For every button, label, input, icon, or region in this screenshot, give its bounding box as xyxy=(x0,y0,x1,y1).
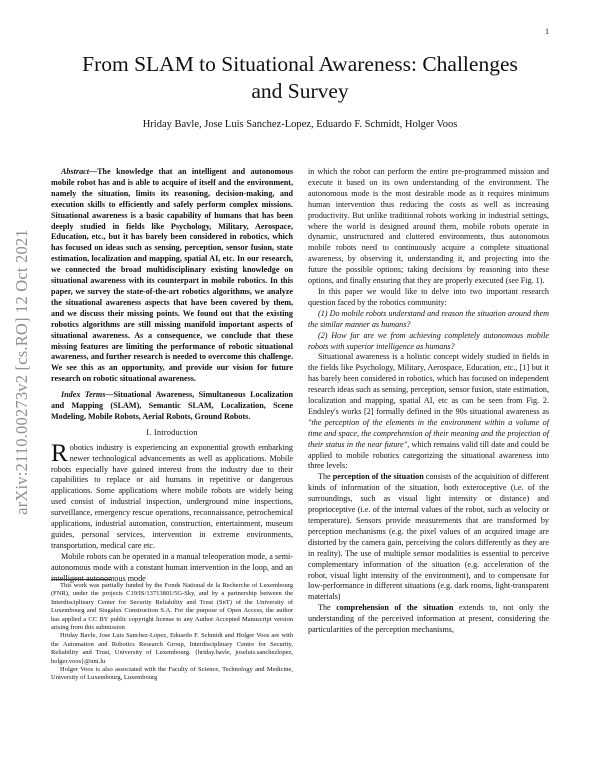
intro-paragraph-1-text: obotics industry is experiencing an exponential growth embarking newer technological advancements as well as applications. Mobile robots especially have gained interest from the industry due to their capabilities to replace or aid humans in repetitive or dangerous applications. Some applications where mobile robots are widely being used consist of industrial inspection, underground mine inspections, surveillance, emergency rescue operations, reconnaissance, petrochemical applications, industrial automation, construction, entertainment, museum guides, personal services, intervention in extreme environments, transportation, medical care etc. xyxy=(51,442,293,550)
title-line-2: and Survey xyxy=(251,79,349,103)
index-terms-label: Index Terms xyxy=(61,390,106,400)
left-column xyxy=(51,167,293,585)
paper-authors: Hriday Bavle, Jose Luis Sanchez-Lopez, Eduardo F. Schmidt, Holger Voos xyxy=(142,119,458,130)
perception-lead: The xyxy=(318,472,333,482)
abstract-text: —The knowledge that an intelligent and autonomous mobile robot has and is able to acquire of itself and the environment, namely the situation, limits its reasoning, decision-making, and execution skills to efficiently and safely perform complex missions. Situational awareness is a basic capability of humans that has been deeply studied in fields like Psychology, Military, Aerospace, Education, etc., but it has barely been considered in robotics, which has focused on ideas such as sensing, perception, sensor fusion, state estimation, localization and mapping, spatial AI, etc. In our research, we connected the broad multidisciplinary existing knowledge on situational awareness with its counterpart in mobile robotics. In this paper, we survey the state-of-the-art robotics algorithms, we analyze the situational awareness aspects that have been covered by them, and we discuss their missing points. We found out that the existing robotics algorithms are still missing manifold important aspects of situational awareness. As a consequence, we conclude that these missing features are limiting the performance of robotic situational awareness, and further research is needed to overcome this challenge. We see this as an opportunity, and provide our vision for future research on robotic situational awareness. xyxy=(51,167,293,384)
right-paragraph-3-end: , which remains valid till date and could be applied to mobile robotics categorizing the situational awareness into three levels: xyxy=(308,439,549,471)
right-column xyxy=(308,167,549,636)
index-terms xyxy=(51,390,293,423)
perception-text: consists of the acquisition of different kinds of information of the situation, both exteroceptive (i.e. of the surroundings, such as visual light intensity or distance) and proprioceptive (i.e. of the internal values of the robot, such as velocity or temperature). Sensors provide measurements that are transformed by perception mechanisms (e.g. the pixel values of an acquired image are distorted by the camera gain, perceiving the colors differently as they are in reality). The use of multiple sensor modalities is essential to perceive complementary information of the situation (e.g. acceleration of the robot, visual light intensity of the environment), and to compensate for low-performance in different situations (e.g. dark rooms, light-transparent materials) xyxy=(308,472,549,602)
section-heading-introduction: I. Introduction xyxy=(146,427,198,437)
comprehension-text: extends to, not only the understanding of the perceived information at present, considering the particularities of the perception mechanisms, xyxy=(308,603,549,635)
abstract xyxy=(51,167,293,385)
abstract-label: Abstract xyxy=(61,167,89,176)
drop-cap: R xyxy=(51,439,68,467)
perception-paragraph xyxy=(308,472,549,603)
arxiv-stamp-text: arXiv:2110.00273v2 [cs.RO] 12 Oct 2021 xyxy=(12,229,31,515)
footnote-funding: This work was partially funded by the Fonds National de la Recherche of Luxembourg (FNR), under the projects C19/IS/13713801/5G-Sky, and by a partnership between the Interdisciplinary Center for Security Reliability and Trust (SnT) of the University of Luxembourg and Stugalux Construction S.A. For the purpose of Open Access, the author has applied a CC BY public copyright license to any Author Accepted Manuscript version arising from this submission xyxy=(51,582,293,632)
footnote-association: Holger Voos is also associated with the Faculty of Science, Technology and Medicine, University of Luxembourg, Luxembourg xyxy=(51,666,293,682)
intro-paragraph-2: Mobile robots can be operated in a manual teleoperation mode, a semi-autonomous mode with a constant human intervention in the loop, and an intelligent autonomous mode xyxy=(51,551,293,583)
comprehension-paragraph xyxy=(308,603,549,636)
right-paragraph-3-start: Situational awareness is a holistic concept widely studied in fields in the fields like Psychology, Military, Aerospace, Education, etc., [1] but it has barely been considered in robotics, which has focused on independent research ideas such as sensing, perception, sensor fusion, state estimation, localization and mapping, spatial AI, etc as can be seen from Fig. 2. Endsley's works [2] formally defined in the 90s situational awareness as xyxy=(308,352,549,416)
right-paragraph-3 xyxy=(308,352,549,472)
arxiv-stamp xyxy=(9,182,35,562)
paper-title xyxy=(40,51,560,105)
research-question-1: (1) Do mobile robots understand and reason the situation around them the similar manner as humans? xyxy=(308,308,549,329)
footnotes xyxy=(51,582,293,683)
intro-paragraph-1 xyxy=(51,439,293,552)
footnote-affiliation: Hriday Bavle, Jose Luis Sanchez-Lopez, Eduardo F. Schmidt and Holger Voos are with the Automation and Robotics Research Group, Interdisciplinary Centre for Security, Reliability and Trust, University of Luxembourg. {hriday.bavle, joseluis.sanchezlopez, holger.voos}@uni.lu xyxy=(51,632,293,665)
title-line-1: From SLAM to Situational Awareness: Challenges xyxy=(82,52,518,76)
right-paragraph-2: In this paper we would like to delve into two important research question faced by the robotics community: xyxy=(308,286,549,307)
comprehension-term: comprehension of the situation xyxy=(336,603,454,613)
research-question-2: (2) How far are we from achieving completely autonomous mobile robots with superior intelligence as humans? xyxy=(308,330,549,351)
index-terms-text: —Situational Awareness, Simultaneous Localization and Mapping (SLAM), Semantic SLAM, Localization, Scene Modeling, Mobile Robots, Aerial Robots, Ground Robots. xyxy=(51,390,293,421)
perception-term: perception of the situation xyxy=(332,472,424,482)
endsley-definition-quote: "the perception of the elements in the environment within a volume of time and space, the comprehension of their meaning and the projection of their status in the near future" xyxy=(308,417,549,449)
right-paragraph-1: in which the robot can perform the entire pre-programmed mission and execute it based on its own understanding of the environment. The autonomous mode is the most desirable mode as it requires minimum human intervention thus reducing the costs as well as increasing productivity. But unlike traditional robots working in industrial settings, where the world is designed around them, mobile robots operate in dynamic, unstructured and cluttered environments, thus autonomous mobile robots need to continuously acquire a complete situational awareness, by observing it, understanding it, and projecting into the future the possible options; taking decisions by reasoning into these options, and finally ensuring that they are properly executed (see Fig. 1). xyxy=(308,167,549,286)
page-number: 1 xyxy=(545,27,549,36)
footnote-rule xyxy=(51,579,111,580)
comprehension-lead: The xyxy=(318,603,337,613)
